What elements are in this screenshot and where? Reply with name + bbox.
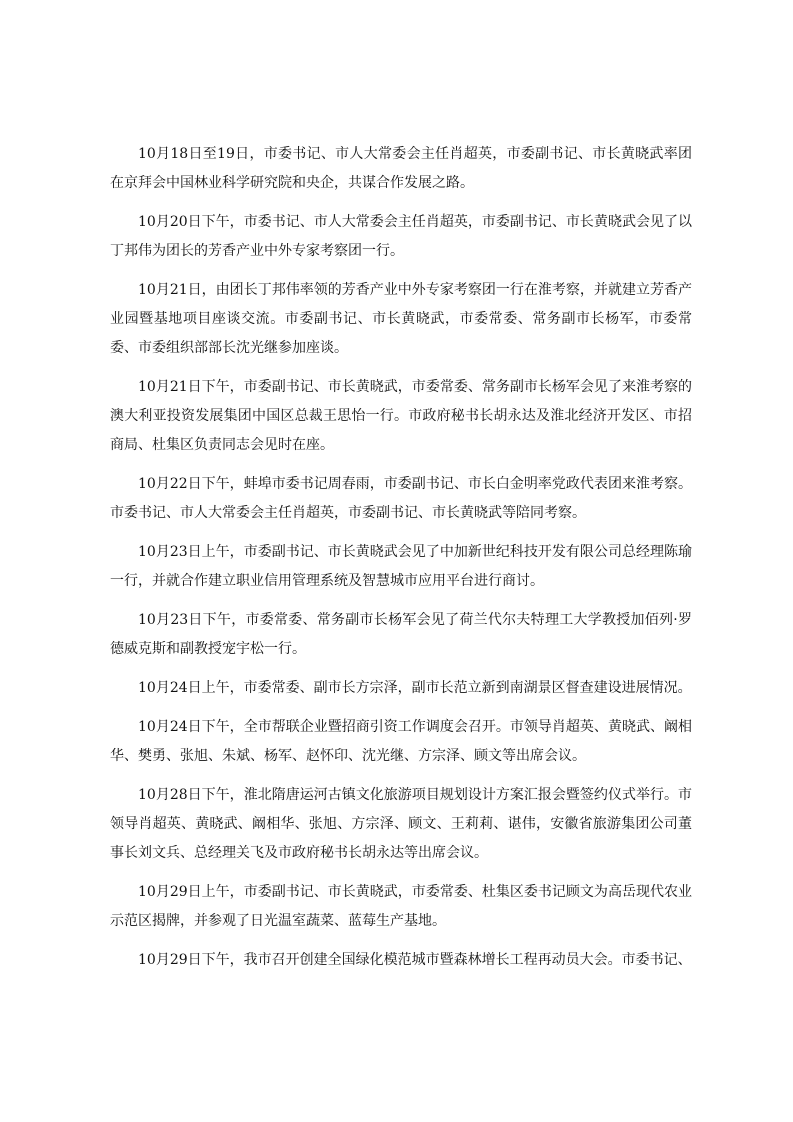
paragraph-12: 10月29日下午，我市召开创建全国绿化模范城市暨森林增长工程再动员大会。市委书记、	[138, 952, 692, 968]
paragraph-9: 10月24日下午，全市帮联企业暨招商引资工作调度会召开。市领导肖超英、黄晓武、阚相华、樊勇、张旭、朱斌、杨军、赵怀印、沈光继、方宗泽、顾文等出席会议。	[110, 719, 692, 764]
paragraph-8: 10月24日上午，市委常委、副市长方宗泽，副市长范立新到南湖景区督查建设进展情况。	[138, 680, 692, 696]
paragraph-7: 10月23日下午，市委常委、常务副市长杨军会见了荷兰代尔夫特理工大学教授加佰列·罗德威克斯和副教授宠宇松一行。	[110, 612, 692, 657]
paragraph-3: 10月21日，由团长丁邦伟率领的芳香产业中外专家考察团一行在淮考察，并就建立芳香产业园暨基地项目座谈交流。市委副书记、市长黄晓武，市委常委、常务副市长杨军，市委常委、市委组织部部长沈光继参加座谈。	[110, 282, 692, 356]
paragraph-5: 10月22日下午，蚌埠市委书记周春雨，市委副书记、市长白金明率党政代表团来淮考察。市委书记、市人大常委会主任肖超英，市委副书记、市长黄晓武等陪同考察。	[110, 476, 692, 521]
document-body	[110, 140, 692, 985]
paragraph-4: 10月21日下午，市委副书记、市长黄晓武，市委常委、常务副市长杨军会见了来淮考察的澳大利亚投资发展集团中国区总裁王思怡一行。市政府秘书长胡永达及淮北经济开发区、市招商局、杜集区负责同志会见时在座。	[110, 379, 692, 453]
paragraph-11: 10月29日上午，市委副书记、市长黄晓武，市委常委、杜集区委书记顾文为高岳现代农业示范区揭牌，并参观了日光温室蔬菜、蓝莓生产基地。	[110, 884, 692, 929]
paragraph-1: 10月18日至19日，市委书记、市人大常委会主任肖超英，市委副书记、市长黄晓武率团在京拜会中国林业科学研究院和央企，共谋合作发展之路。	[110, 146, 692, 191]
paragraph-6: 10月23日上午，市委副书记、市长黄晓武会见了中加新世纪科技开发有限公司总经理陈瑜一行，并就合作建立职业信用管理系统及智慧城市应用平台进行商讨。	[110, 544, 692, 589]
paragraph-10: 10月28日下午，淮北隋唐运河古镇文化旅游项目规划设计方案汇报会暨签约仪式举行。市领导肖超英、黄晓武、阚相华、张旭、方宗泽、顾文、王莉莉、谌伟，安徽省旅游集团公司董事长刘文兵、总经理关飞及市政府秘书长胡永达等出席会议。	[110, 787, 692, 861]
paragraph-2: 10月20日下午，市委书记、市人大常委会主任肖超英，市委副书记、市长黄晓武会见了以丁邦伟为团长的芳香产业中外专家考察团一行。	[110, 214, 692, 259]
